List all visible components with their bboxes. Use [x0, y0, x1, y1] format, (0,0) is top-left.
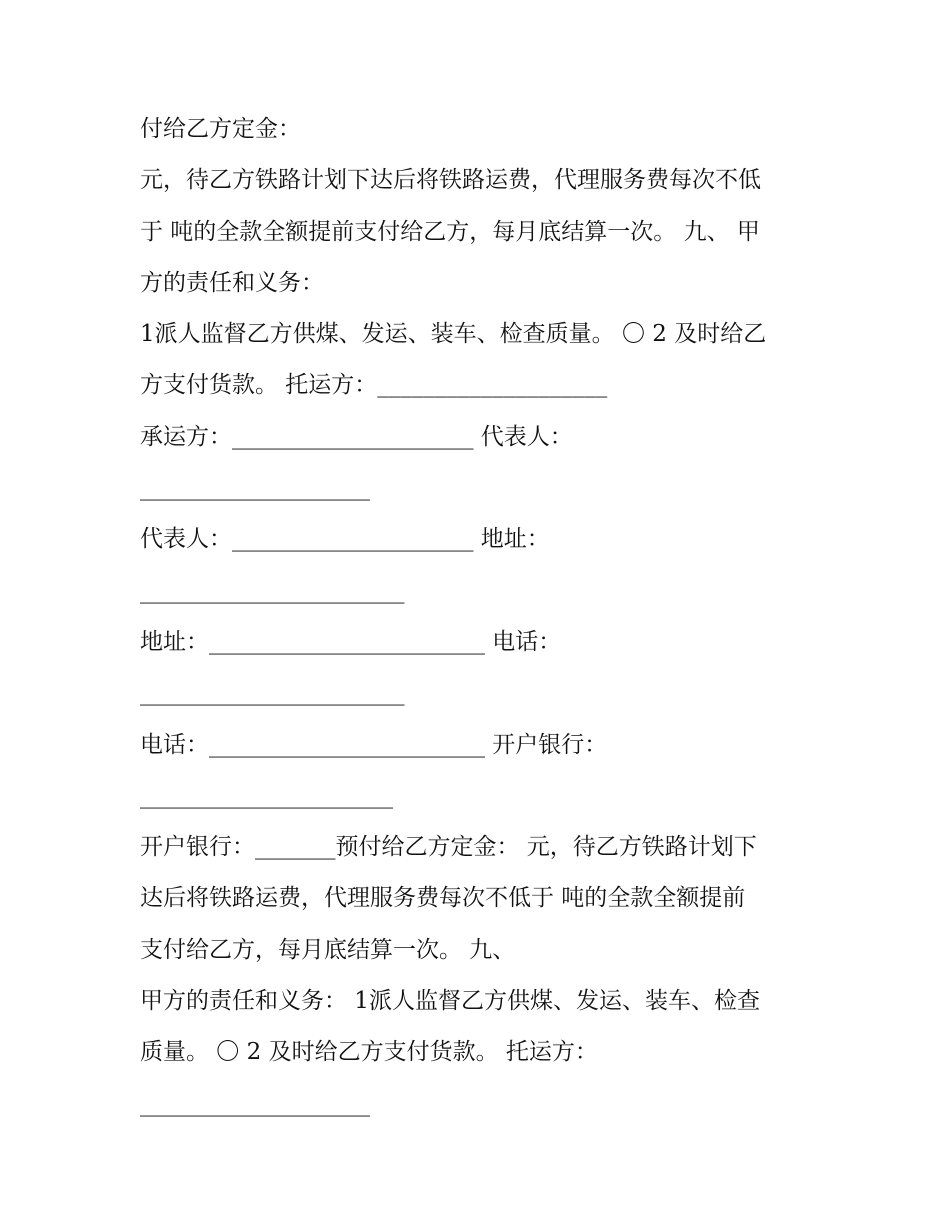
blank-line-10: _______________________: [140, 577, 405, 604]
text-line-16: 达后将铁路运费，代理服务费每次不低于 吨的全款全额提前: [140, 885, 746, 912]
blank-line-8: ____________________: [140, 475, 370, 502]
text-line-18: 甲方的责任和义务： 1派人监督乙方供煤、发运、装车、检查: [140, 988, 760, 1015]
text-line-13: 电话：________________________ 开户银行：: [140, 731, 608, 758]
text-line-9: 代表人：_____________________ 地址：: [140, 526, 550, 553]
blank-line-12: _______________________: [140, 680, 405, 707]
text-line-1: 付给乙方定金：: [140, 116, 301, 142]
text-line-4: 方的责任和义务：: [140, 269, 324, 296]
text-line-19: 质量。 〇 2 及时给乙方支付货款。 托运方：: [140, 1039, 598, 1066]
document-body: [140, 104, 815, 1130]
text-line-3: 于 吨的全款全额提前支付给乙方，每月底结算一次。 九、 甲: [140, 218, 760, 245]
text-line-15: 开户银行：_______预付给乙方定金： 元，待乙方铁路计划下: [140, 834, 757, 861]
text-line-2: 元，待乙方铁路计划下达后将铁路运费，代理服务费每次不低: [140, 167, 761, 194]
text-line-17: 支付给乙方，每月底结算一次。 九、: [140, 936, 516, 963]
blank-line-14: ______________________: [140, 782, 393, 809]
text-line-6: 方支付货款。 托运方：____________________: [140, 372, 608, 399]
blank-line-20: ____________________: [140, 1090, 370, 1117]
text-line-7: 承运方：_____________________ 代表人：: [140, 423, 573, 450]
text-line-11: 地址：________________________ 电话：: [140, 628, 562, 655]
text-line-5: 1派人监督乙方供煤、发运、装车、检查质量。 〇 2 及时给乙: [140, 321, 767, 348]
